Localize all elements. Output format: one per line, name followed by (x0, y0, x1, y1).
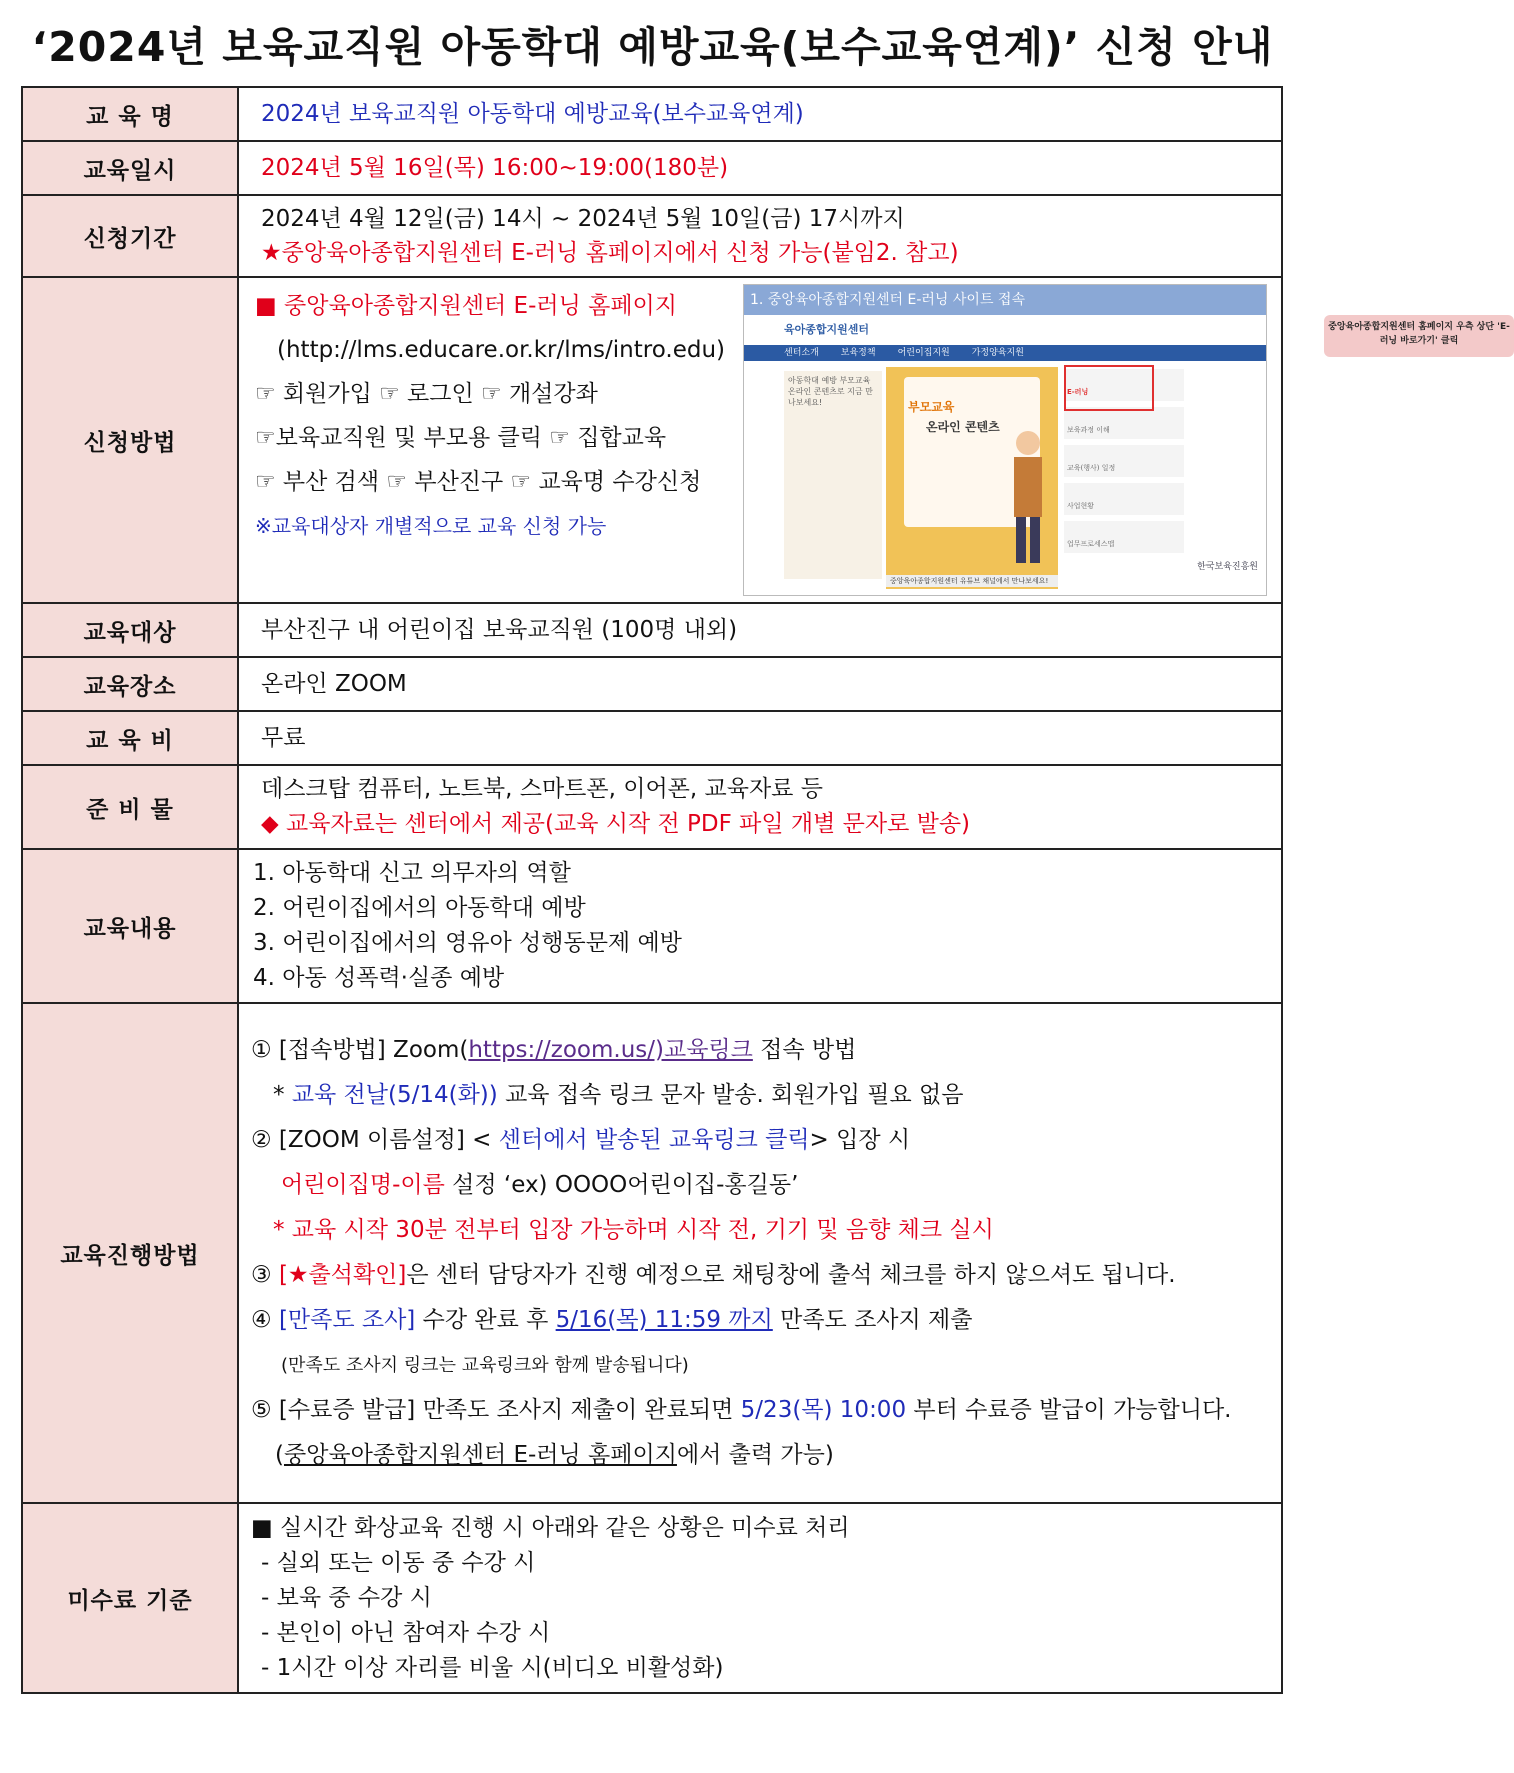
fail-item: - 실외 또는 이동 중 수강 시 (261, 1549, 536, 1576)
prep-note: ◆ 교육자료는 센터에서 제공(교육 시작 전 PDF 파일 개별 문자로 발송) (261, 811, 971, 837)
label-name: 교 육 명 (22, 87, 238, 141)
value-place: 온라인 ZOOM (238, 657, 1282, 711)
step5-text-b: 부터 수료증 발급이 가능합니다. ( (275, 1397, 1232, 1468)
method-note: ※교육대상자 개별적으로 교육 신청 가능 (255, 514, 607, 538)
fail-head: ■ 실시간 화상교육 진행 시 아래와 같은 상황은 미수료 처리 (251, 1514, 850, 1541)
step2-name-example: 설정 ‘ex) OOOO어린이집-홍길동’ (444, 1172, 799, 1198)
progress-step2 (251, 1118, 1269, 1163)
step1-text-b: 접속 방법 (752, 1037, 857, 1063)
row-place (22, 657, 1282, 711)
step3-attendance: [★출석확인] (278, 1262, 407, 1288)
screenshot-list-item: 보육과정 이해 (1064, 407, 1184, 439)
label-method: 신청방법 (22, 277, 238, 603)
zoom-link[interactable]: https://zoom.us/)교육링크 (468, 1037, 753, 1063)
row-method (22, 277, 1282, 603)
step5-date: 5/23(목) 10:00 (740, 1397, 907, 1423)
row-content (22, 849, 1282, 1003)
row-progress (22, 1003, 1282, 1503)
progress-step3 (251, 1253, 1269, 1298)
row-name (22, 87, 1282, 141)
step3-text-b: 은 센터 담당자가 진행 예정으로 채팅창에 출석 체크를 하지 않으셔도 됩니다. (406, 1262, 1176, 1288)
screenshot-nav-item: 센터소개 (784, 348, 819, 358)
step4-text-b: 수강 완료 후 (415, 1307, 556, 1333)
method-url[interactable]: (http://lms.educare.or.kr/lms/intro.edu) (277, 337, 725, 363)
step3-text-a: ③ (251, 1262, 279, 1288)
fail-item: - 보육 중 수강 시 (261, 1584, 432, 1611)
row-fail (22, 1503, 1282, 1693)
progress-step1 (251, 1028, 1269, 1073)
step5-text-c: 에서 출력 가능) (676, 1442, 834, 1468)
progress-step2-note: * 교육 시작 30분 전부터 입장 가능하며 시작 전, 기기 및 음향 체크 실시 (273, 1217, 994, 1243)
step2-name-format: 어린이집명-이름 (281, 1172, 445, 1198)
content-item: 2. 어린이집에서의 아동학대 예방 (253, 895, 586, 921)
screenshot-logo: 한국보육진흥원 (1197, 562, 1258, 572)
screenshot-center-banner (886, 367, 1058, 589)
period-dates: 2024년 4월 12일(금) 14시 ~ 2024년 5월 10일(금) 17시까지 (261, 206, 905, 232)
screenshot-site-name: 육아종합지원센터 (784, 323, 870, 336)
value-fail (238, 1503, 1282, 1693)
step1-note-star: * (273, 1082, 292, 1108)
screenshot-caption: 1. 중앙육아종합지원센터 E-러닝 사이트 접속 (744, 285, 1266, 315)
teacher-illustration (1004, 427, 1052, 567)
progress-step5 (251, 1388, 1269, 1478)
value-prep (238, 765, 1282, 849)
info-table (21, 86, 1510, 1694)
label-content: 교육내용 (22, 849, 238, 1003)
fail-item: - 1시간 이상 자리를 비울 시(비디오 비활성화) (261, 1654, 724, 1681)
value-target: 부산진구 내 어린이집 보육교직원 (100명 내외) (238, 603, 1282, 657)
content-item: 4. 아동 성폭력·실종 예방 (253, 965, 505, 991)
step2-text-b: > 입장 시 (809, 1127, 911, 1153)
value-method (238, 277, 1510, 603)
value-fee: 무료 (238, 711, 1282, 765)
screenshot-nav-item: 가정양육지원 (971, 348, 1024, 358)
method-step1: ☞ 회원가입 ☞ 로그인 ☞ 개설강좌 (255, 381, 598, 407)
value-date: 2024년 5월 16일(목) 16:00~19:00(180분) (238, 141, 1282, 195)
label-place: 교육장소 (22, 657, 238, 711)
row-target (22, 603, 1282, 657)
content-item: 1. 아동학대 신고 의무자의 역할 (253, 860, 571, 886)
value-progress (238, 1003, 1282, 1503)
step2-text-a: ② [ZOOM 이름설정] < (251, 1127, 499, 1153)
step1-text-a: ① [접속방법] Zoom( (251, 1037, 469, 1063)
screenshot-left-panel: 아동학대 예방 부모교육 온라인 콘텐츠로 지금 만나보세요! (784, 371, 882, 579)
step4-deadline: 5/16(목) 11:59 까지 (555, 1307, 773, 1333)
step2-text-blue: 센터에서 발송된 교육링크 클릭 (498, 1127, 810, 1153)
progress-step4 (251, 1298, 1269, 1343)
screenshot-list-item: E-러닝 (1064, 369, 1184, 401)
step4-survey: [만족도 조사] (278, 1307, 416, 1333)
value-period (238, 195, 1282, 277)
prep-items: 데스크탑 컴퓨터, 노트북, 스마트폰, 이어폰, 교육자료 등 (261, 776, 823, 802)
screenshot-nav-item: 보육정책 (840, 348, 876, 358)
row-period (22, 195, 1282, 277)
value-content (238, 849, 1282, 1003)
label-fail: 미수료 기준 (22, 1503, 238, 1693)
method-wrap (255, 284, 1510, 596)
row-prep (22, 765, 1282, 849)
method-step3: ☞ 부산 검색 ☞ 부산진구 ☞ 교육명 수강신청 (255, 469, 702, 495)
label-period: 신청기간 (22, 195, 238, 277)
step5-text-a: ⑤ [수료증 발급] 만족도 조사지 제출이 완료되면 (251, 1397, 741, 1423)
period-note: ★중앙육아종합지원센터 E-러닝 홈페이지에서 신청 가능(붙임2. 참고) (261, 240, 959, 266)
value-name: 2024년 보육교직원 아동학대 예방교육(보수교육연계) (238, 87, 1282, 141)
screenshot-callout: 중앙육아종합지원센터 홈페이지 우측 상단 'E-러닝 바로가기' 클릭 (1324, 315, 1514, 357)
method-site: ■ 중앙육아종합지원센터 E-러닝 홈페이지 (255, 293, 677, 319)
label-target: 교육대상 (22, 603, 238, 657)
screenshot-highlight-box (1064, 365, 1154, 411)
label-progress: 교육진행방법 (22, 1003, 238, 1503)
step1-note-rest: 교육 접속 링크 문자 발송. 회원가입 필요 없음 (497, 1082, 964, 1108)
screenshot-nav-item: 어린이집지원 (897, 348, 950, 358)
screenshot-center-tag: 부모교육 (908, 400, 955, 414)
row-fee (22, 711, 1282, 765)
screenshot-list-item: 업무프로세스맵 (1064, 521, 1184, 553)
content-item: 3. 어린이집에서의 영유아 성행동문제 예방 (253, 930, 682, 956)
step4-text-a: ④ (251, 1307, 279, 1333)
label-date: 교육일시 (22, 141, 238, 195)
progress-step2-name (251, 1163, 1269, 1208)
fail-item: - 본인이 아닌 참여자 수강 시 (261, 1619, 551, 1646)
row-date (22, 141, 1282, 195)
screenshot-youtube-banner: 중앙육아종합지원센터 유튜브 채널에서 만나보세요! (886, 575, 1058, 587)
step1-note-date: 교육 전날(5/14(화)) (291, 1082, 498, 1108)
screenshot-center-title: 온라인 콘텐츠 (926, 420, 1000, 434)
screenshot-list-item: 교육(행사) 일정 (1064, 445, 1184, 477)
screenshot-list-item: 사업현황 (1064, 483, 1184, 515)
progress-step1-note (251, 1073, 1269, 1118)
label-prep: 준 비 물 (22, 765, 238, 849)
elearning-screenshot (743, 284, 1510, 596)
method-text (255, 284, 725, 548)
step5-site: 중앙육아종합지원센터 E-러닝 홈페이지 (283, 1442, 677, 1468)
progress-step4-note: (만족도 조사지 링크는 교육링크와 함께 발송됩니다) (281, 1355, 689, 1376)
page-title: ‘2024년 보육교직원 아동학대 예방교육(보수교육연계)’ 신청 안내 (31, 23, 1274, 71)
step4-text-c: 만족도 조사지 제출 (772, 1307, 973, 1333)
method-step2: ☞보육교직원 및 부모용 클릭 ☞ 집합교육 (255, 425, 667, 451)
label-fee: 교 육 비 (22, 711, 238, 765)
